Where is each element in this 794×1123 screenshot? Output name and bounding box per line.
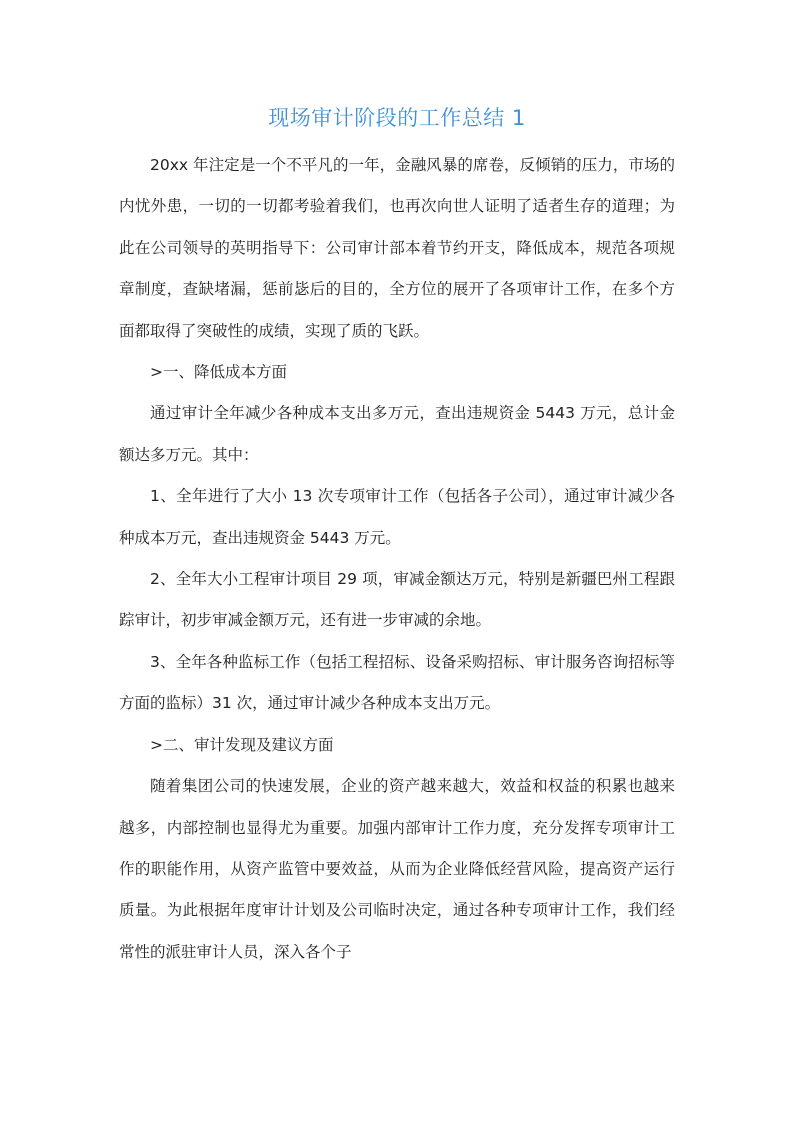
paragraph-intro: 20xx 年注定是一个不平凡的一年，金融风暴的席卷，反倾销的压力，市场的内忧外患，一切的一切都考验着我们，也再次向世人证明了适者生存的道理；为此在公司领导的英明指导下：公司审计部本着节约开支，降低成本，规范各项规章制度，查缺堵漏，惩前毖后的目的，全方位的展开了各项审计工作，在多个方面都取得了突破性的成绩，实现了质的飞跃。 bbox=[119, 156, 675, 340]
document-body bbox=[119, 145, 675, 973]
list-item-bid-supervision: 3、全年各种监标工作（包括工程招标、设备采购招标、审计服务咨询招标等方面的监标）31 次，通过审计减少各种成本支出万元。 bbox=[119, 652, 675, 713]
list-item-special-audits: 1、全年进行了大小 13 次专项审计工作（包括各子公司），通过审计减少各种成本万元，查出违规资金 5443 万元。 bbox=[119, 487, 675, 547]
paragraph-findings: 随着集团公司的快速发展，企业的资产越来越大，效益和权益的积累也越来越多，内部控制也显得尤为重要。加强内部审计工作力度，充分发挥专项审计工作的职能作用，从资产监管中要效益，从而为企业降低经营风险，提高资产运行质量。为此根据年度审计计划及公司临时决定，通过各种专项审计工作，我们经常性的派驻审计人员，深入各个子 bbox=[119, 777, 675, 961]
list-item-engineering-audits: 2、全年大小工程审计项目 29 项，审减金额达万元，特别是新疆巴州工程跟踪审计，初步审减金额万元，还有进一步审减的余地。 bbox=[119, 570, 675, 630]
section-heading-cost-reduction: >一、降低成本方面 bbox=[150, 363, 287, 382]
section-heading-findings: >二、审计发现及建议方面 bbox=[150, 735, 334, 754]
document-title: 现场审计阶段的工作总结 1 bbox=[268, 106, 526, 130]
paragraph-cost-summary: 通过审计全年减少各种成本支出多万元，查出违规资金 5443 万元，总计金额达多万元。其中： bbox=[119, 404, 675, 464]
